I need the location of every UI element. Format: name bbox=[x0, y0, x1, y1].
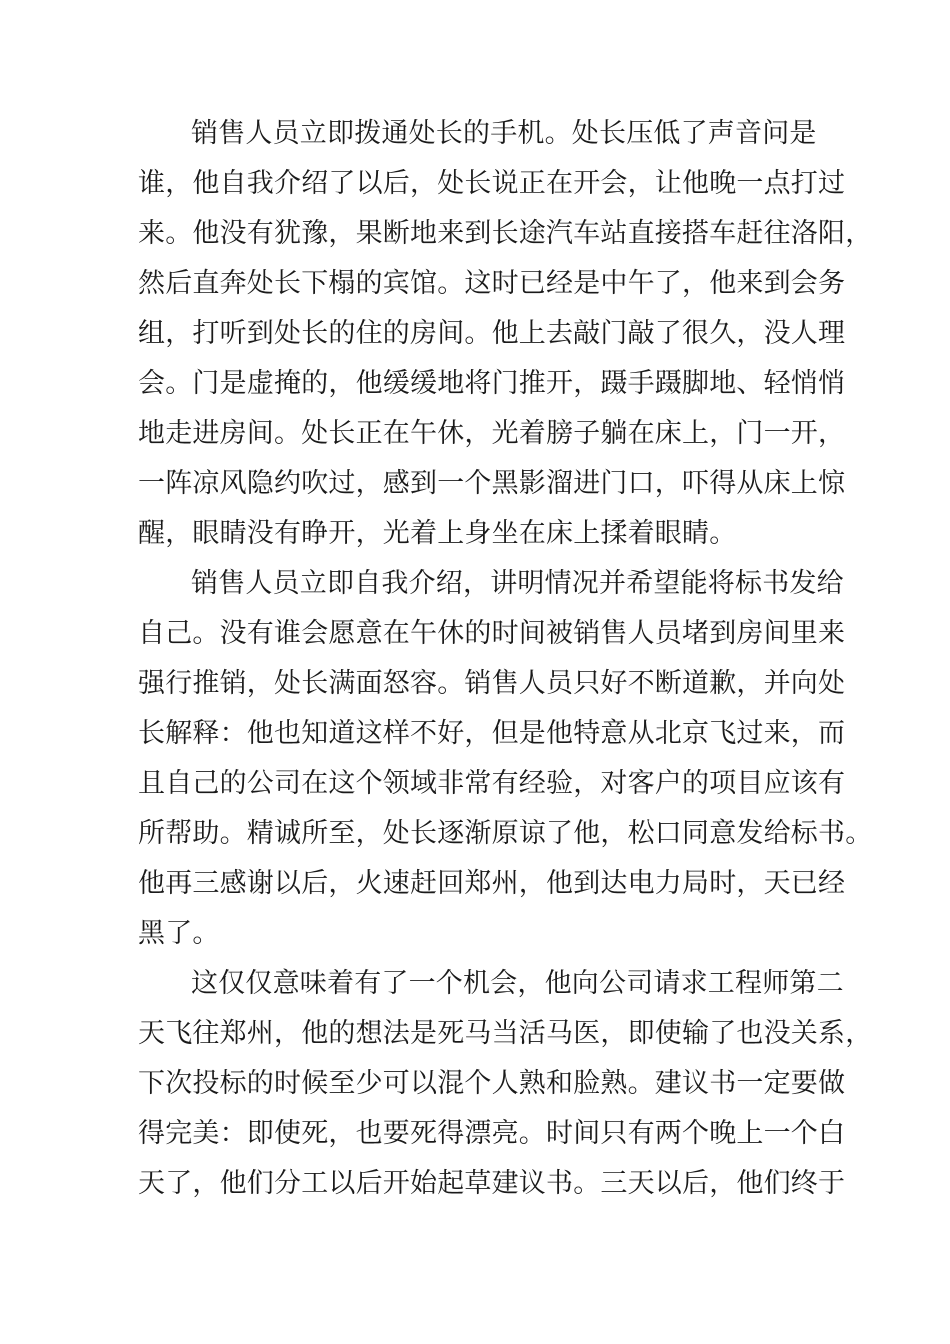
text-line: 销售人员立即自我介绍，讲明情况并希望能将标书发给 bbox=[191, 568, 844, 599]
text-line: 黑了。 bbox=[138, 918, 220, 949]
text-line: 醒，眼睛没有睁开，光着上身坐在床上揉着眼睛。 bbox=[138, 518, 737, 549]
text-line: 且自己的公司在这个领域非常有经验，对客户的项目应该有 bbox=[138, 768, 846, 799]
text-line: 会。门是虚掩的，他缓缓地将门推开，蹑手蹑脚地、轻悄悄 bbox=[138, 368, 846, 399]
text-line: 来。他没有犹豫，果断地来到长途汽车站直接搭车赶往洛阳， bbox=[138, 218, 873, 249]
text-line: 天了，他们分工以后开始起草建议书。三天以后，他们终于 bbox=[138, 1168, 846, 1199]
text-line: 然后直奔处长下榻的宾馆。这时已经是中午了，他来到会务 bbox=[138, 268, 846, 299]
text-line: 长解释：他也知道这样不好，但是他特意从北京飞过来，而 bbox=[138, 718, 846, 749]
text-line: 强行推销，处长满面怒容。销售人员只好不断道歉，并向处 bbox=[138, 668, 846, 699]
text-line: 这仅仅意味着有了一个机会，他向公司请求工程师第二 bbox=[191, 968, 844, 999]
text-line: 所帮助。精诚所至，处长逐渐原谅了他，松口同意发给标书。 bbox=[138, 818, 873, 849]
text-line: 销售人员立即拨通处长的手机。处长压低了声音问是 bbox=[191, 118, 817, 149]
text-line: 天飞往郑州，他的想法是死马当活马医，即使输了也没关系， bbox=[138, 1018, 873, 1049]
text-line: 自己。没有谁会愿意在午休的时间被销售人员堵到房间里来 bbox=[138, 618, 846, 649]
text-line: 组，打听到处长的住的房间。他上去敲门敲了很久，没人理 bbox=[138, 318, 846, 349]
text-line: 下次投标的时候至少可以混个人熟和脸熟。建议书一定要做 bbox=[138, 1068, 846, 1099]
text-line: 谁，他自我介绍了以后，处长说正在开会，让他晚一点打过 bbox=[138, 168, 846, 199]
text-line: 地走进房间。处长正在午休，光着膀子躺在床上，门一开， bbox=[138, 418, 846, 449]
text-line: 一阵凉风隐约吹过，感到一个黑影溜进门口，吓得从床上惊 bbox=[138, 468, 846, 499]
text-line: 他再三感谢以后，火速赶回郑州，他到达电力局时，天已经 bbox=[138, 868, 846, 899]
text-line: 得完美：即使死，也要死得漂亮。时间只有两个晚上一个白 bbox=[138, 1118, 846, 1149]
